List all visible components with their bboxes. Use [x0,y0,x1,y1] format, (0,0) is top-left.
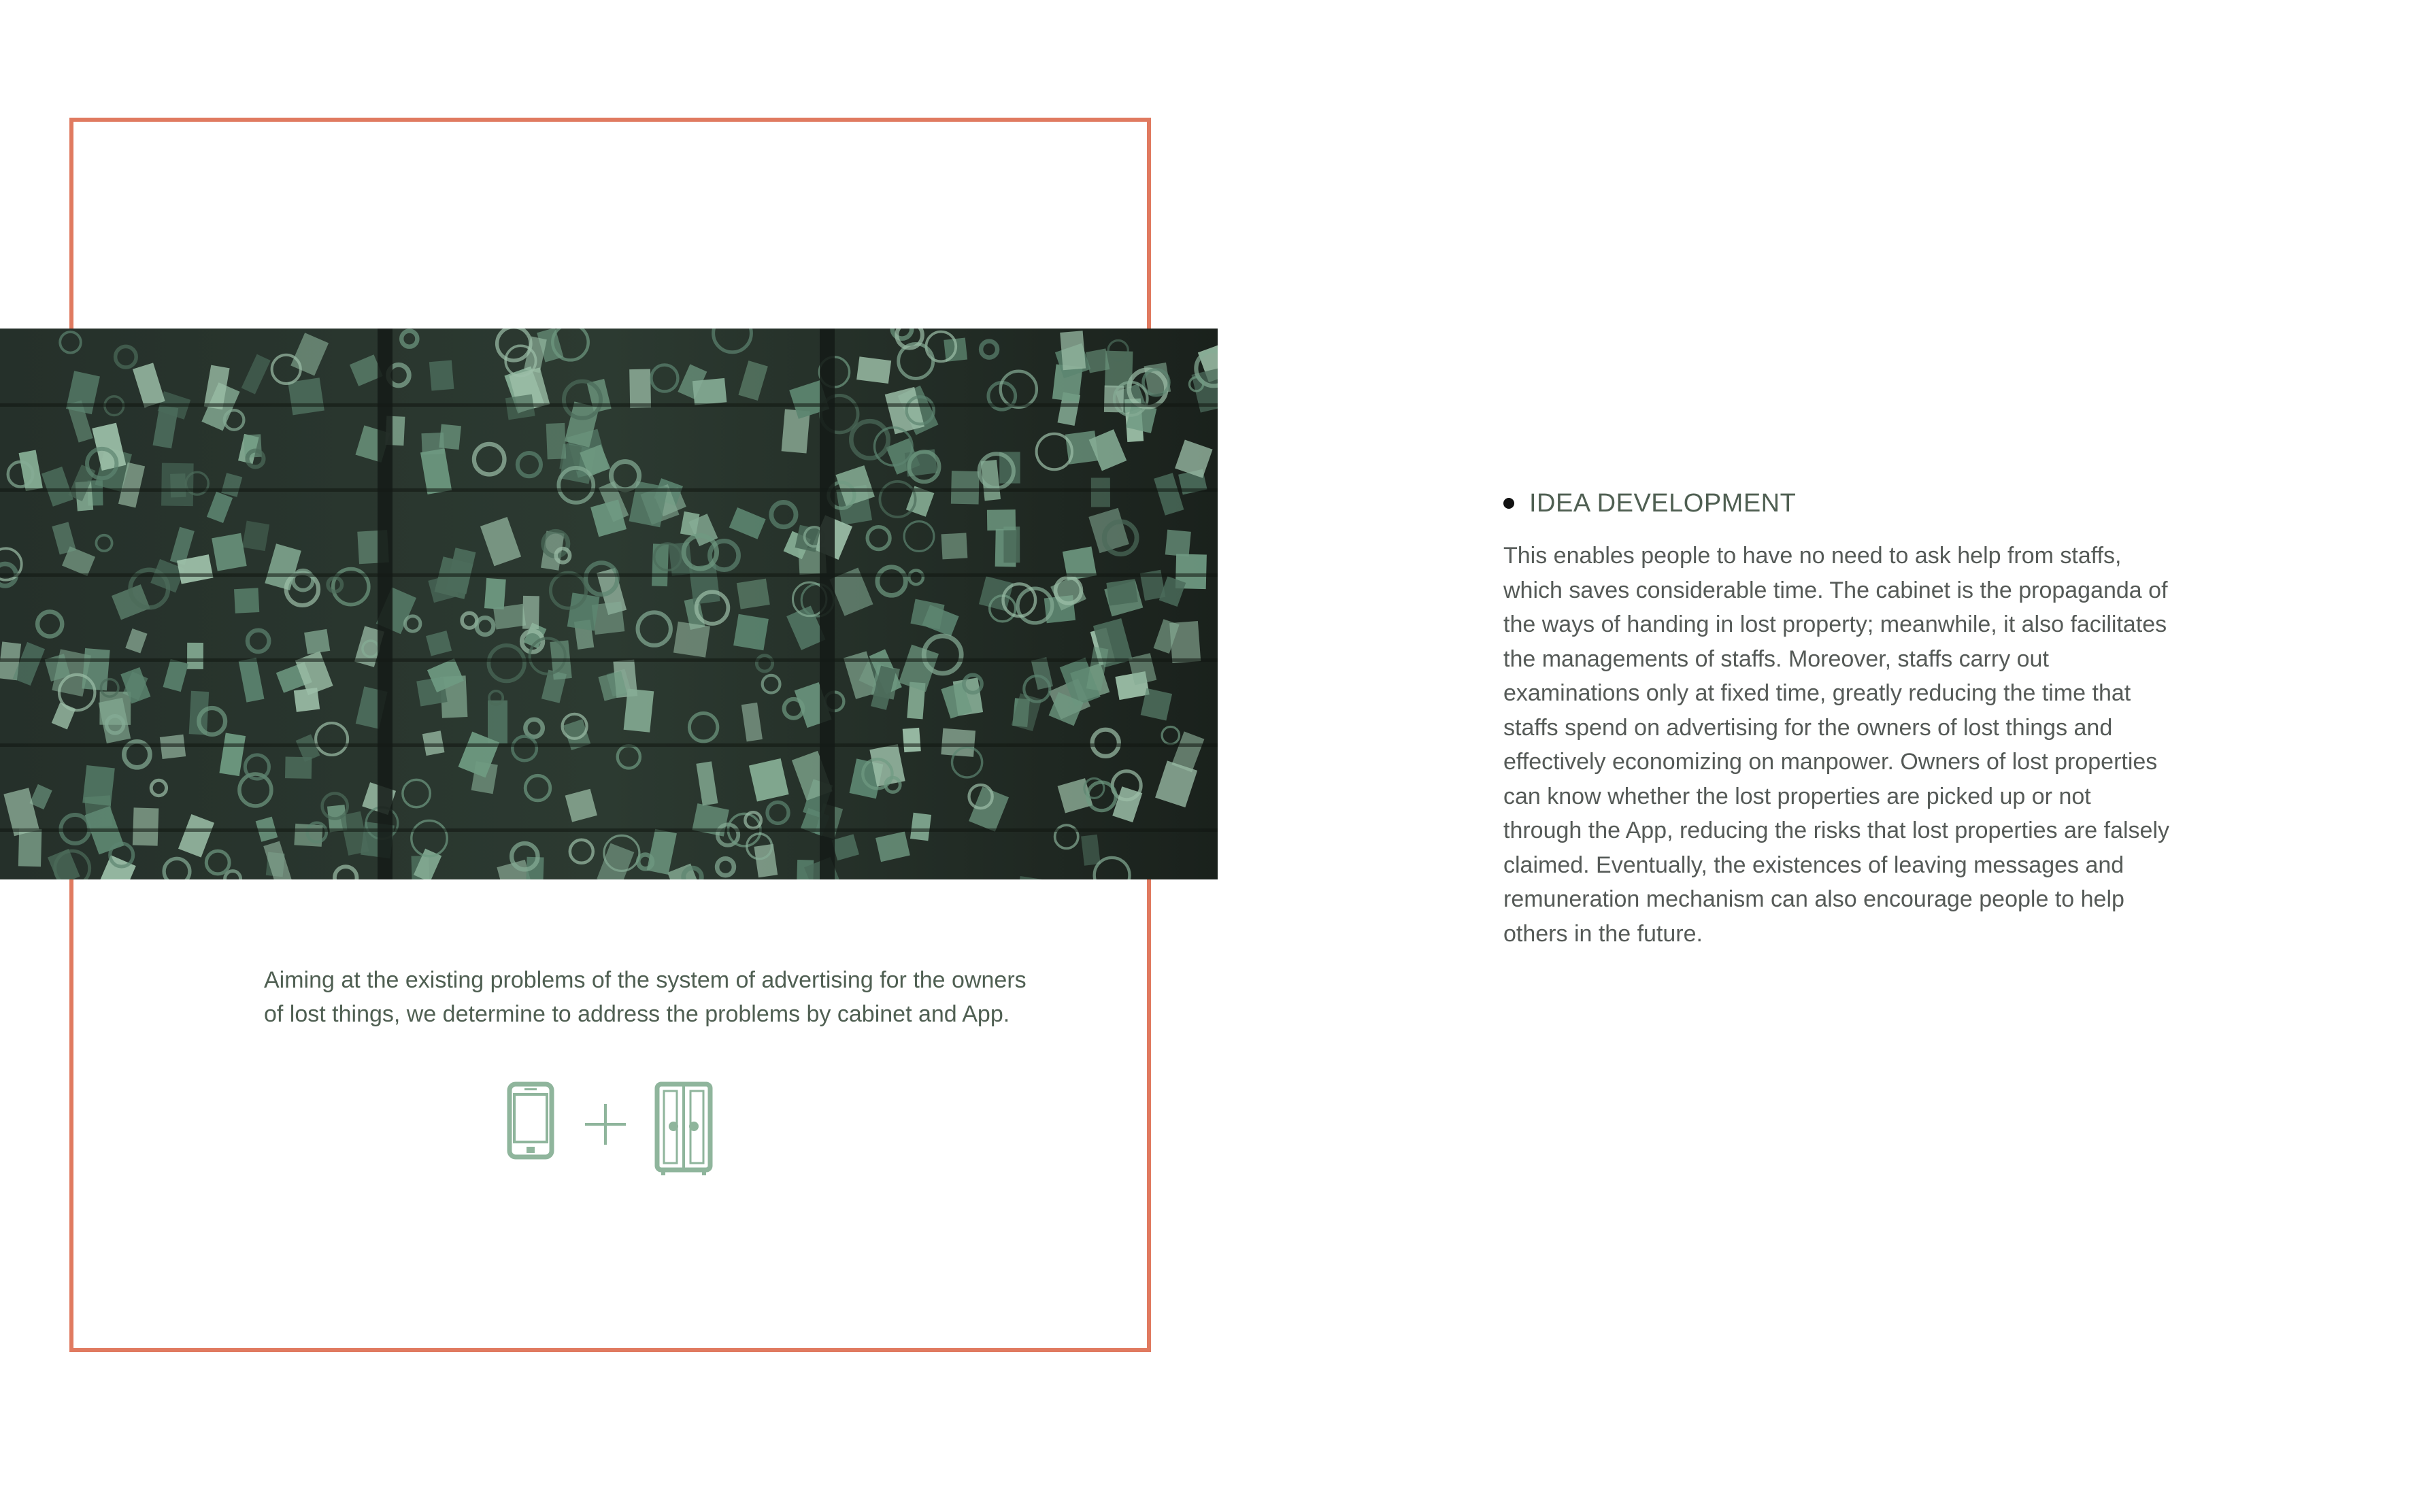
photo-tag-shape [652,543,669,586]
photo-tag-shape [294,688,320,712]
photo-tag-shape [505,394,535,420]
section-body: This enables people to have no need to ask help from staffs, which saves considerable time. The cabinet is the propaganda of the ways of handing in lost property; meanwhile, it also facilitates the managements of staffs. Moreover, staffs carry out examinations only at fixed time, greatly reducing the time that staffs spend on advertising for the owners of lost things and effectively economizing on manpower. Owners of lost properties can know whether the lost properties are picked up or not through the App, reducing the risks that lost properties are falsely claimed. Eventually, the existences of leaving messages and remuneration mechanism can also encourage people to help others in the future. [1503,543,2169,947]
photo-shelf-rail [0,403,1218,407]
photo-tag-shape [1106,579,1137,605]
photo-tag-shape [285,757,312,779]
photo-tag-shape [304,629,330,654]
photo-tag-shape [903,728,921,752]
photo-tag-shape [170,473,186,497]
photo-tag-shape [1091,477,1110,507]
lost-property-photo [0,329,1218,879]
photo-tag-shape [546,423,567,460]
photo-tag-shape [421,433,444,455]
photo-tag-shape [1165,530,1191,557]
photo-tag-shape [1081,835,1101,866]
photo-tag-shape [856,356,891,384]
photo-tag-shape [429,360,454,390]
cabinet-icon [653,1081,714,1177]
photo-tag-shape [288,377,324,415]
plus-icon [582,1081,629,1160]
photo-shelf-rail [0,743,1218,747]
photo-tag-shape [212,533,247,571]
photo-tag-shape [133,807,159,845]
intro-caption: Aiming at the existing problems of the system of advertising for the owners of lost things, we determine to address the problems by cabinet and App. [264,967,1027,1027]
photo-tag-shape [488,701,507,743]
photo-tag-shape [624,688,654,732]
photo-tag-shape [629,369,651,408]
photo-tag-shape [737,579,770,609]
photo-tag-shape [1060,331,1086,370]
photo-tag-shape [187,643,203,669]
photo-shelf-rail [0,828,1218,832]
section-heading-row [1503,483,2170,524]
solution-icons [507,1081,718,1183]
photo-tag-shape [951,471,980,504]
idea-development-section [1503,483,2170,951]
photo-tag-shape [99,692,131,725]
photo-tag-shape [733,614,769,650]
photo-tag-shape [484,578,506,609]
photo-tag-shape [987,509,1016,531]
photo-tag-shape [941,533,968,559]
photo-tag-shape [234,588,259,613]
photo-tag-shape [1003,526,1020,562]
photo-shelf-rail [0,658,1218,662]
photo-tag-shape [422,730,445,756]
photo-tag-shape [82,765,115,806]
photo-shelf-rail [0,573,1218,577]
photo-tag-shape [522,596,539,629]
photo-tag-shape [673,622,710,658]
photo-tag-shape [18,828,42,867]
photo-tag-shape [941,728,975,757]
photo-tag-shape [693,378,727,405]
bullet-icon [1503,498,1514,509]
photo-tag-shape [910,813,931,841]
phone-icon [507,1081,554,1160]
photo-tag-shape [242,521,269,552]
section-heading: IDEA DEVELOPMENT [1529,488,1797,518]
photo-tag-shape [82,648,110,690]
photo-shelf-rail [0,488,1218,492]
